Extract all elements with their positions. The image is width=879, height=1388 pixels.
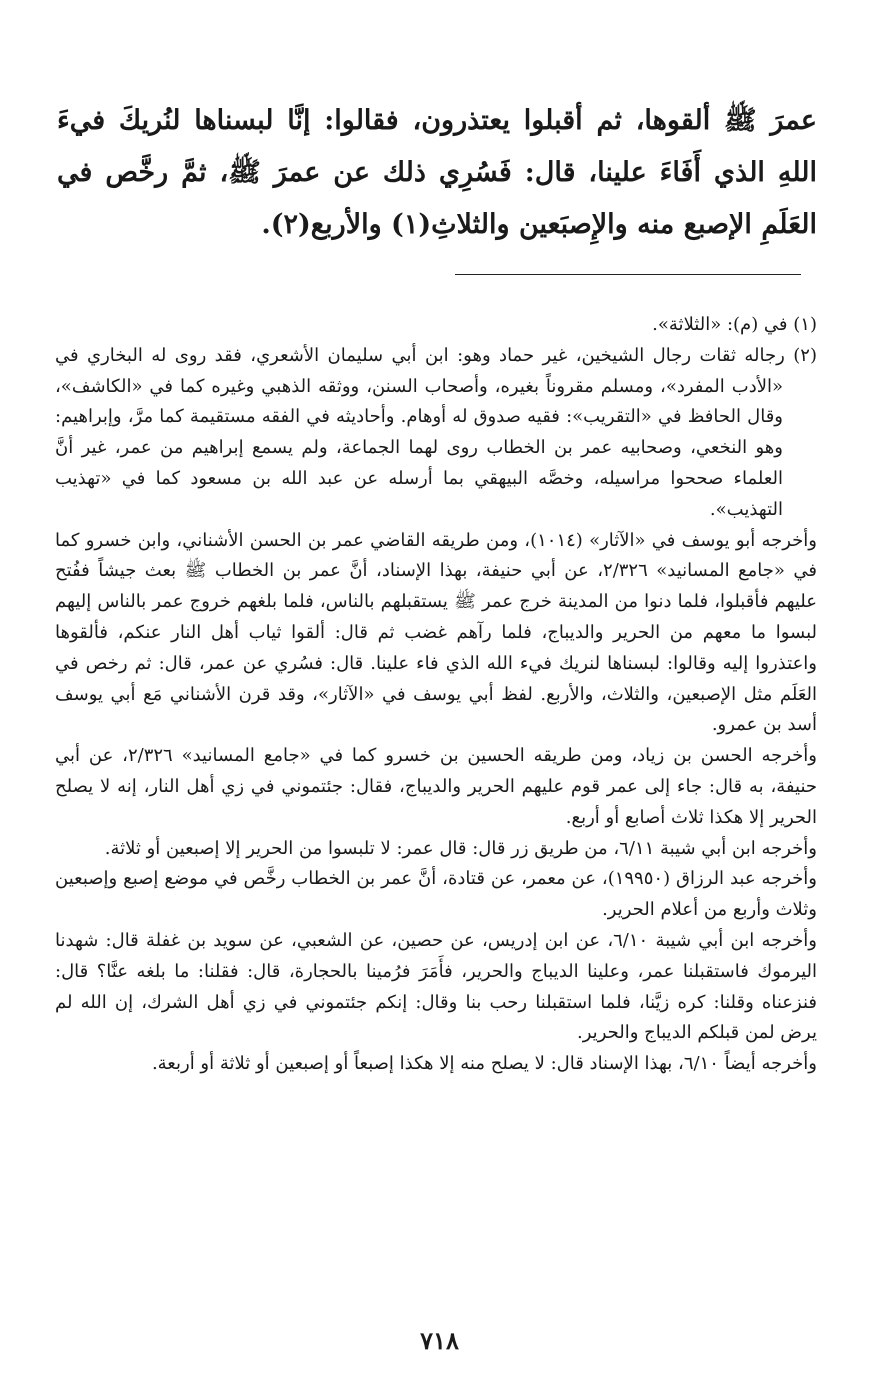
footnote-1: (١) في (م): «الثلاثة». [652, 314, 817, 335]
footnote-paragraph-hasan-bin-ziyad: وأخرجه الحسن بن زياد، ومن طريقه الحسين بن خسرو كما في «جامع المسانيد» ٢/٣٢٦، عن أبي حنيفة، به قال: جاء إلى عمر قوم عليهم الحرير والديباج، فقال: جئتموني في زي أهل النار، إنه لا يصلح الحرير إلا هكذا ثلاث أصابع أو أربع. [55, 745, 817, 828]
footnote-divider [455, 274, 801, 275]
main-text-block [57, 95, 817, 251]
main-paragraph: عمرَ ﷺ ألقوها، ثم أقبلوا يعتذرون، فقالوا: إنَّا لبسناها لنُريكَ فيءَ اللهِ الذي أَفَاءَ علينا، قال: فَسُرِي ذلك عن عمرَ ﷺ، ثمَّ رخَّص في العَلَمِ الإصبع منه والإِصبَعين والثلاثِ(١) والأربع(٢). [57, 105, 817, 240]
footnote-paragraph-ibn-abi-shaybah-2: وأخرجه ابن أبي شيبة ٦/١٠، عن ابن إدريس، عن حصين، عن الشعبي، عن سويد بن غفلة قال: شهدنا اليرموك فاستقبلنا عمر، وعلينا الديباج والحرير، فأَمَرَ فرُمينا بالحجارة، قال: فقلنا: ما بلغه عنَّا؟ قال: فنزعناه وقلنا: كره زيَّنا، فلما استقبلنا رحب بنا وقال: إنكم جئتموني في زي أهل الشرك، إن الله لم يرض لمن قبلكم الديباج والحرير. [55, 929, 817, 1044]
footnote-paragraph-ibn-abi-shaybah-1: وأخرجه ابن أبي شيبة ٦/١١، من طريق زر قال: قال عمر: لا تلبسوا من الحرير إلا إصبعين أو ثلاثة. [104, 837, 817, 859]
page-number: ٧١٨ [420, 1326, 459, 1355]
footnote-2: (٢) رجاله ثقات رجال الشيخين، غير حماد وهو: ابن أبي سليمان الأشعري، فقد روى له البخاري في «الأدب المفرد»، ومسلم مقروناً بغيره، وأصحاب السنن، ووثقه الذهبي وغيره كما في «الكاشف»، وقال الحافظ في «التقريب»: فقيه صدوق له أوهام. وأحاديثه في الفقه مستقيمة كما مرَّ، وإبراهيم: وهو النخعي، وصحابيه عمر بن الخطاب روى لهما الجماعة، ولم يسمع إبراهيم من عمر، غير أنَّ العلماء صححوا مراسيله، وخصَّه البيهقي بما أرسله عن عبد الله بن مسعود كما في «تهذيب التهذيب». [55, 344, 817, 520]
footnote-paragraph-abdul-razzaq: وأخرجه عبد الرزاق (١٩٩٥٠)، عن معمر، عن قتادة، أنَّ عمر بن الخطاب رخَّص في موضع إصبع وإصبعين وثلاث وأربع من أعلام الحرير. [55, 868, 817, 921]
footnote-paragraph-also: وأخرجه أيضاً ٦/١٠، بهذا الإسناد قال: لا يصلح منه إلا هكذا إصبعاً أو إصبعين أو ثلاثة أو أربعة. [151, 1053, 817, 1075]
footnote-paragraph-abu-yusuf: وأخرجه أبو يوسف في «الآثار» (١٠١٤)، ومن طريقه القاضي عمر بن الحسن الأشناني، وابن خسرو كما في «جامع المسانيد» ٢/٣٢٦، عن أبي حنيفة، بهذا الإسناد، أنَّ عمر بن الخطاب ﷺ بعث جيشاً ففُتح عليهم فأقبلوا، فلما دنوا من المدينة خرج عمر ﷺ يستقبلهم بالناس، فلما بلغهم خروج عمر بالناس إليهم لبسوا ما معهم من الحرير والديباج، فلما رآهم غضب ثم قال: ألقوا ثياب أهل النار عنكم، فألقوها واعتذروا إليه وقالوا: لبسناها لنريك فيء الله الذي فاء علينا. قال: فسُري عن عمر، قال: ثم رخص في العَلَم مثل الإصبعين، والثلاث، والأربع. لفظ أبي يوسف في «الآثار»، وقد قرن الأشناني مَع أبي يوسف أسد بن عمرو. [55, 529, 817, 736]
footnotes-block [55, 310, 817, 1080]
